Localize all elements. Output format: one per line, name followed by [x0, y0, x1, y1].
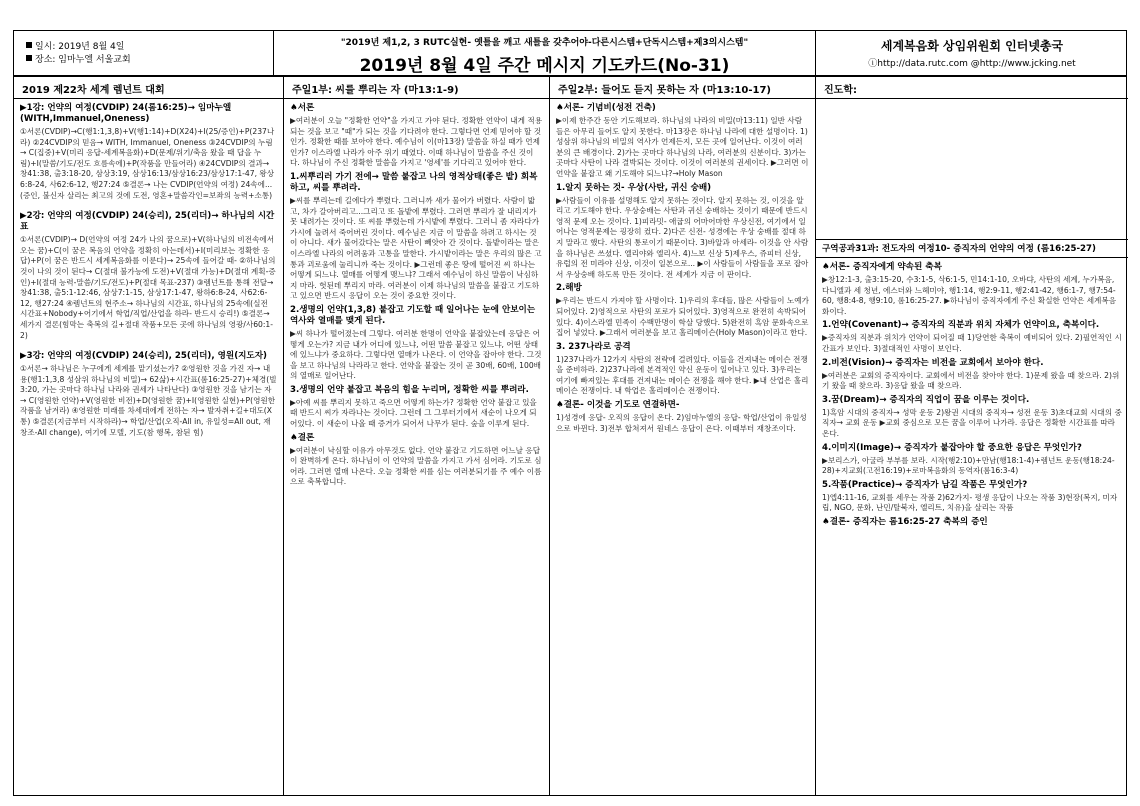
section-text: 1)237나라가 12가지 사탄의 전략에 걸려있다. 이들을 건져내는 메이슨 전쟁을 준비하라. 2)237나라에 본격적인 약신 운동이 일어나고 있다. 3)우리는 여기에 빠져있는 후대를 건져내는 메이슨 전쟁을 해야 한다. ▶내 산업은 홀리메이슨 전쟁이다. 내 학업은 홀리메이슨 전쟁이다. — [556, 354, 809, 396]
section-heading: 5.작품(Practice)→ 증직자가 남길 작품은 무엇인가? — [822, 479, 1028, 490]
section-text: 1)엡4:11-16, 교회를 세우는 작품 2)62가지- 평생 응답이 나오는 작품 3)현장(복지, 미자립, NGO, 문화, 난민/탈북자, 엘리트, 치유)을 살리는 작품 — [822, 492, 1118, 513]
section-text: ▶창12:1-3, 출3:15-20, 수3:1-5, 삭6:1-5, 민14:1-10, 오바댜, 사탄의 세계, 누가복음, 다니엘과 세 청년, 에스더와 느헤미야, 행1:14, 행2:9-11, 행2:41-42, 행6:1-7, 행7:54-60, 행8:4-8, 행9:10, 롬16:25-27. ▶하나님이 증직자에게 주신 확실한 언약은 세계복음화이다. — [822, 275, 1117, 316]
section-heading: ♠서론 — [290, 103, 315, 113]
section-heading: 2.비전(Vision)→ 증직자는 비전을 교회에서 보아야 한다. — [822, 357, 1044, 368]
section-text: ▶씨를 뿌리는데 길에다가 뿌렸다. 그러니까 새가 물어가 버렸다. 사람이 밟고, 차가 갈아버리고...그리고 또 돌밭에 뿌렸다. 그러면 뿌리가 잘 내리지가 못 내려가는 것이다. 또 씨를 뿌렸는데 가시밭에 뿌렸다. 그러니 좀 자라다가 가시에 눌려서 죽어버린 것이다. 예수님은 지금 이 말씀을 하려고 하시는 것이 아니다. 새가 물어갔다는 말은 사탄이 빼앗아 간 것이다. 돌밭이라는 말은 이스라엘 나라의 어려움과 고통을 말한다. 가시밭이라는 말은 우리의 많은 고통과 괴로움에 눌리니까 죽는 것이다. ▶그런데 좋은 땅에 떨어진 씨 하나는 어떻게 되느냐. 열매를 어떻게 맺느냐? 그래서 예수님이 하신 말씀이 낙심하지 마라. 헛된데 뿌리지 마라. 여러분이 이제 하나님의 말씀을 붙잡고 기도하고 있으면 반드시 응답이 오는 것이 중요한 것이다. — [290, 195, 542, 301]
section-heading: 3. 237나라로 공격 — [556, 341, 631, 352]
org-name: 세계복음화 상임위원회 인터넷총국 — [880, 39, 1064, 53]
section-text: ▶이제 한주간 동안 기도해보라. 하나님의 나라의 비밀(마13:11) 일반 사람들은 아무리 들어도 알지 못한다. 마13장은 하나님 나라에 대한 설명이다. 1)성삼위 하나님의 비밀의 역사가 언제든지, 모든 곳에 일어난다. 이것이 여러분의 큰 배경이다. 2)가는 곳마다 하나님의 나라, 여러분의 신분이다. 3)가는 곳마다 사탄이 나라 결박되는 것이다. 이것이 여러분의 권세이다. ▶그러면 이 언약을 붙잡고 왜 기도해야 되느냐?→Holy Mason — [556, 116, 809, 178]
column-body — [14, 99, 283, 438]
header-subtitle: "2019년 제1,2, 3 RUTC실현- 옛틀을 깨고 새틀을 갖추어야-다른시스템+단독시스템+제3의시스템" — [340, 38, 749, 48]
section-text: ▶여러분이 오늘 "정확한 언약"을 가지고 가야 된다. 정확한 언약이 내게 적용되는 것을 보고 "때"가 되는 것을 기다려야 한다. 그렇다면 언제 믿어야 할 것인가. 정확한 때를 보아야 한다. 예수님이 이(마13장) 말씀을 하실 때가 언제인가? 이스라엘 나라가 아주 위기 때였다. 이때 하나님이 말씀을 주신 것이다. 하나님이 주신 정확한 말씀을 가지고 '영세'를 기다리고 있어야 한다. — [290, 116, 543, 168]
column-remnant-conference — [14, 75, 284, 796]
column-title: 2019 제22차 세계 렘넌트 대회 — [14, 75, 283, 99]
column-sermon-2 — [550, 75, 816, 796]
section-text: ▶여러분은 교회의 증직자이다. 교회에서 비전을 찾아야 한다. 1)문제 왔을 때 찾으라. 2)위기 왔을 때 찾으라. 3)응답 왔을 때 찾으라. — [822, 370, 1120, 391]
section-heading: ▶2강: 언약의 여정(CVDIP) 24(승리), 25(리더)→ 하나님의 시간표 — [20, 211, 275, 233]
section-text: ▶보리스가, 아굴라 부부를 보라. 시작(행2:10)+만남(행18:1-4)+렘넌트 운동(행18:24-28)+지교회(고전16:19)+로마복음화의 동역자(롬16:3-4) — [822, 455, 1115, 476]
section-heading: ♠결론- 이것을 기도로 연결하면- — [556, 400, 680, 411]
section-text: ①서론(CVDIP)→C(행1:1,3,8)+V(행1:14)+D(X24)+I(25/증인)+P(237나라) ②24CVDIP의 믿음→ WITH, Immanuel, Oneness ③24CVDIP의 누림→ C(집중)+V(미리 응답-세계복음화)+D(문제/위기/축음 왔을 때 답을 누림)+I(말씀/기도/전도 흐름속에)+P(작품을 만들어라) ④24CVDIP의 결과→ 창41:38, 출3:18-20, 삼상3:19, 삼상16:13/삼상16:23/삼상17:1-47, 왕상6:8-24, 사62:6-12, 행27:24 ⑤결론→ 나는 CVDIP(언약의 여정) 24속에...(증인, 불신자 살리는 최고의 것에 도전, 영혼+말씀각인=보좌의 능력+소통) — [20, 127, 275, 200]
section-heading: ♠결론 — [290, 432, 315, 443]
column-body — [816, 239, 1128, 528]
section-heading: 3.꿈(Dream)→ 증직자의 직업이 꿈을 이루는 것이다. — [822, 394, 1030, 405]
section-heading: 1.알지 못하는 것- 우상(사탄, 귀신 숭배) — [556, 182, 712, 193]
column-title: 진도학: — [816, 75, 1128, 99]
section-heading: 1.씨뿌리러 가기 전에→ 말씀 붙잡고 나의 영적상태(좋은 밭) 회복하고, 씨를 뿌려라. — [290, 171, 538, 193]
prayer-card — [13, 30, 1127, 796]
section-heading: 1.언약(Covenant)→ 증직자의 직분과 위치 자체가 언약이요, 축복이다. — [822, 320, 1100, 331]
column-lesson — [816, 75, 1128, 796]
column-title: 주일2부: 들어도 듣지 못하는 자 (마13:10-17) — [550, 75, 815, 99]
org-urls: ⓘhttp://data.rutc.com @http://www.jcking.net — [868, 59, 1076, 69]
section-text: ▶아예 씨를 뿌리지 못하고 죽으면 어떻게 하는가? 정확한 언약 붙잡고 있을 때 반드시 씨가 자라나는 것이다. 그런데 그 그루터기에서 새순이 나오게 되어있다. 이 새순이 나올 때 증거가 되어서 나무가 된다. 숲을 이루게 된다. — [290, 397, 537, 429]
section-heading: 4.이미지(Image)→ 증직자가 붙잡아야 할 중요한 응답은 무엇인가? — [822, 442, 1082, 453]
section-heading: ▶1강: 언약의 여정(CVDIP) 24(롬16:25)→ 임마누엘(WITH,Immanuel,Oneness) — [20, 103, 232, 124]
page-title: 2019년 8월 4일 주간 메시지 기도카드(No-31) — [359, 56, 730, 76]
header — [14, 31, 1126, 77]
bullet-square-icon — [26, 42, 32, 48]
column-body — [284, 99, 549, 488]
org-box — [816, 31, 1128, 75]
date-place-box — [14, 31, 274, 75]
bullet-square-icon — [26, 55, 32, 61]
columns — [14, 75, 1126, 796]
section-text: ①서론(CVDIP)→ D(언약의 여정 24가 나의 꿈으로)+V(하나님의 비전속에서 오는 꿈)+C(이 꿈은 복음의 언약을 정확히 아는데서)+I(미리보는 정확한 응답)+P(이 꿈은 반드시 세계복음화를 이룬다)→ 25속에 들어갈 때- ②하나님의 것이 나의 것이 된다→ C(절대 불가능에 도전)+V(절대 가능)+D(절대 계획-증인)+I(절대 능력-말씀/기도/전도)+P(절대 목표-237) ③렘넌트를 통해 전달→ 창41:38, 출5:1-12:46, 삼상7:1-15, 삼상17:1-47, 왕하6:8-24, 사62:6-12, 행27:24 ④렘넌트의 현주소→ 하나님의 시간표, 하나님의 25속에(실전 시간표+Nobody+어기에서 학업/직업/산업을 하라- 반드시 승리!) ⑤결론→ 세가지 결론(힘막는 축복의 길+절대 작품+모든 곳에 하나님의 영광/사60:1-2) — [20, 235, 276, 340]
section-text: 1)흑암 시대의 중직자→ 성막 운동 2)왕권 시대의 중직자→ 성전 운동 3)초대교회 시대의 중직자→ 교회 운동 ▶교회 중심으로 모든 꿈을 이루어 나가라. 응답은 정확한 시간표를 따라 온다. — [822, 407, 1122, 438]
section-text: ▶사람들이 이유를 설명해도 알지 못하는 것이다. 알지 못하는 것, 이것을 알리고 기도해야 한다. 우상숭배는 사탄과 귀신 숭배하는 것이기 때문에 반드시 영적 문제 오는 것이다. 1)피라밋- 애굽의 어마어마한 우상신전, 여기에서 일어나는 영적문제는 굉장히 컸다. 2)다곤 신전- 성경에는 우상 숭배를 절대 하지 말라고 했다. 사탄의 통로이기 때문이다. 3)바알과 아세라- 이것을 안 사람을 하나님은 쓰셨다. 엘리야와 엘리사. 4)느보 신상 5)제우스, 쥬피터 신상, 유럽의 전 미라야 신상, 이것이 일본으로... ▶이 사람들이 사람들을 포로 잡아서 우상숭배 하도록 만든 것이다. 전 세계가 지금 이 판이다. — [556, 195, 809, 279]
section-heading: 2.생명의 언약(1,3,8) 붙잡고 기도할 때 일어나는 눈에 안보이는 역사와 열매를 맺게 된다. — [290, 304, 536, 326]
column-body — [550, 99, 815, 434]
section-text: ▶우리는 반드시 가져야 할 사명이다. 1)우리의 후대들, 많은 사람들이 노예가 되어있다. 2)영적으로 사탄의 포로가 되어있다. 3)영적으로 완전히 속박되어 있다. 4)이스라엘 민족이 수백만명이 학살 당했다. 5)완전히 흑암 문화속으로 집어 넣었다. ▶그래서 여러분을 보고 홀리메이슨(Holy Mason)이라고 한다. — [556, 296, 809, 338]
date-text: 일시: 2019년 8월 4일 — [35, 42, 125, 52]
lesson-title: 구역공과31과: 전도자의 여정10- 증직자의 언약의 여정 (롬16:25-27) — [822, 244, 1096, 254]
column-title: 주일1부: 씨를 뿌리는 자 (마13:1-9) — [284, 75, 549, 99]
section-heading: ♠서론- 기념비(성전 건축) — [556, 103, 656, 113]
section-heading: 3.생명의 언약 붙잡고 복음의 힘을 누리며, 정확한 씨를 뿌려라. — [290, 384, 529, 395]
section-text: ▶여러분이 낙심할 이유가 아무것도 없다. 언약 붙잡고 기도하면 어느날 응답이 완벽하게 온다. 하나님이 이 언약의 말씀을 가지고 가서 심어라. 기도로 심어라. 그러면 열매 나온다. 오늘 정확한 씨를 심는 여러분되기를 주 예수 이름으로 축복합니다. — [290, 445, 542, 487]
section-text: 1)성경에 응답- 오직의 응답이 온다. 2)임마누엘의 응답- 학업/산업이 유일성으로 바뀐다. 3)전부 합쳐져서 원네스 응답이 온다. 이때부터 재창조이다. — [556, 413, 807, 433]
column-sermon-1 — [284, 75, 550, 796]
title-box — [274, 31, 816, 75]
section-heading: ♠서론- 증직자에게 약속된 축복 — [822, 262, 942, 272]
section-text: ▶증직자의 직분과 위치가 언약이 되어질 때 1)당연한 축복이 예비되어 있다. 2)필연적인 시간표가 보인다. 3)절대적인 사명이 보인다. — [822, 333, 1122, 353]
section-heading: ▶3강: 언약의 여정(CVDIP) 24(승리), 25(리더), 영원(지도자) — [20, 351, 267, 362]
place-text: 장소: 임마누엘 서울교회 — [35, 55, 131, 65]
section-heading: 2.해방 — [556, 283, 582, 294]
section-heading: ♠결론- 증직자는 롬16:25-27 축복의 증인 — [822, 516, 988, 527]
section-text: ①서론→ 하나님은 누구에게 세계를 맡기셨는가? ②영원한 것을 가진 자→ 내용(행1:1,3,8 성삼위 하나님의 비밀)→ 62삶)+시간표(롬16:25-27)+체경(빌3:20, 가는 곳마다 하나님 나라와 권세가 나타난다) ③영원한 것을 남기는 자→ C(영원한 언약)+V(영원한 비전)+D(영원한 꿈)+I(영원한 실현)+P(영원한 작품을 남겨라) ④영원한 미래를 차세대에게 전하는 자→ 발자취+길+대도(X통) ⑤결론(지금부터 시작하라)→ 학업/산업(오직-All in, 유일성=All out, 재창조-All change), 여기에 모델, 기도(참 행복, 참된 힘) — [20, 364, 277, 437]
section-text: ▶씨 하나가 떨어졌는데 그렇다. 여러분 한명이 언약을 붙잡았는데 응답은 어떻게 오는가? 지금 내가 어디에 있느냐, 어떤 말씀 붙잡고 있느냐, 어떤 상태에 있느냐가 중요하다. 그렇다면 열매가 나온다. 이 언약을 잡아야 한다. 그것을 보고 하나님의 나라라고 한다. 언약을 붙잡는 것이 곧 30배, 60배, 100배의 열매로 일어난다. — [290, 328, 542, 381]
notes-space — [816, 99, 1128, 239]
